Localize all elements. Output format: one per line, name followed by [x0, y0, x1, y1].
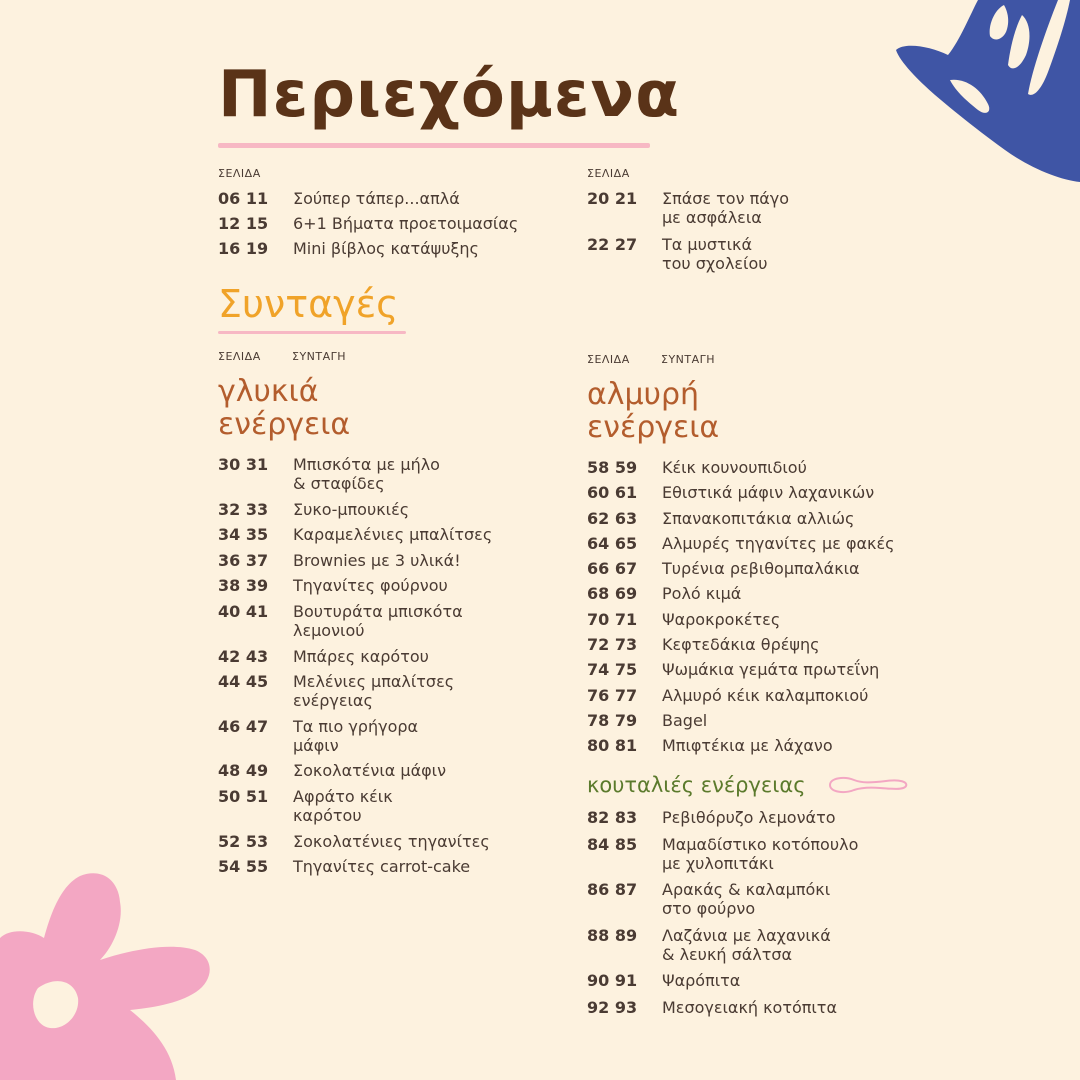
list-item[interactable] [218, 672, 548, 710]
recipe-title: Κέικ κουνουπιδιού [662, 458, 807, 477]
page-range: 52 53 [218, 831, 269, 851]
list-item[interactable] [587, 483, 917, 502]
savory-category: αλμυρή ενέργεια [587, 377, 720, 445]
spoon-doodle [826, 774, 910, 796]
list-item[interactable] [218, 455, 548, 493]
list-item[interactable] [218, 857, 548, 876]
page-range: 70 71 [587, 609, 638, 629]
recipe-title: Ψαροκροκέτες [662, 609, 781, 629]
page-range: 16 19 [218, 239, 269, 258]
recipe-title: Ρεβιθόρυζο λεμονάτο [662, 808, 836, 827]
page-range: 22 27 [587, 235, 638, 254]
list-item[interactable] [218, 214, 548, 233]
entry-title: Mini βίβλος κατάψυξης [293, 239, 479, 258]
list-item[interactable] [218, 500, 548, 519]
list-item[interactable] [587, 584, 917, 603]
recipes-heading: Συνταγές [218, 282, 399, 326]
page-range: 36 37 [218, 550, 269, 570]
recipe-title: Ρολό κιμά [662, 584, 742, 604]
list-item[interactable] [218, 832, 548, 851]
page-range: 42 43 [218, 646, 269, 666]
sweet-recipe-header: ΣΥΝΤΑΓΗ [292, 350, 347, 363]
recipe-title: Τα πιο γρήγορα μάφιν [293, 716, 419, 755]
page-range: 66 67 [587, 559, 638, 579]
list-item[interactable] [587, 635, 917, 654]
spoon-category: κουταλιές ενέργειας [587, 773, 806, 797]
recipe-title: Τυρένια ρεβιθομπαλάκια [662, 559, 860, 579]
recipe-title: Ψωμάκια γεμάτα πρωτεΐνη [662, 660, 880, 680]
intro-left-page-header: ΣΕΛΙΔΑ [218, 167, 261, 180]
sweet-page-header: ΣΕΛΙΔΑ [218, 350, 261, 363]
entry-title: Σούπερ τάπερ...απλά [293, 189, 460, 208]
page-range: 72 73 [587, 635, 638, 655]
list-item[interactable] [587, 998, 917, 1017]
page-range: 82 83 [587, 808, 638, 827]
page-range: 64 65 [587, 533, 638, 553]
list-item[interactable] [218, 647, 548, 666]
recipe-title: Bagel [662, 710, 708, 730]
list-item[interactable] [587, 189, 917, 227]
list-item[interactable] [587, 534, 917, 553]
list-item[interactable] [587, 458, 917, 477]
sweet-list [218, 455, 548, 883]
list-item[interactable] [218, 602, 548, 640]
recipe-title: Εθιστικά μάφιν λαχανικών [662, 483, 875, 503]
recipe-title: Καραμελένιες μπαλίτσες [293, 525, 493, 545]
page-range: 86 87 [587, 880, 638, 899]
entry-title: Τα μυστικά του σχολείου [662, 235, 768, 273]
savory-list [587, 458, 917, 762]
savory-page-header: ΣΕΛΙΔΑ [587, 353, 630, 366]
list-item[interactable] [218, 189, 548, 208]
intro-right-page-header: ΣΕΛΙΔΑ [587, 167, 630, 180]
page-range: 60 61 [587, 483, 638, 503]
page-range: 34 35 [218, 525, 269, 545]
page-range: 48 49 [218, 761, 269, 781]
page-range: 74 75 [587, 660, 638, 680]
entry-title: 6+1 Βήματα προετοιμασίας [293, 214, 519, 233]
recipe-title: Λαζάνια με λαχανικά & λευκή σάλτσα [662, 925, 831, 964]
page-range: 58 59 [587, 458, 638, 477]
list-item[interactable] [587, 808, 917, 827]
page-range: 84 85 [587, 834, 638, 854]
recipe-title: Συκο-μπουκιές [293, 499, 410, 519]
recipe-title: Αφράτο κέικ καρότου [293, 786, 393, 825]
page-range: 38 39 [218, 576, 269, 596]
recipe-title: Αλμυρές τηγανίτες με φακές [662, 533, 895, 553]
recipe-title: Μεσογειακή κοτόπιτα [662, 997, 837, 1017]
recipe-title: Brownies με 3 υλικά! [293, 550, 461, 570]
recipe-title: Ψαρόπιτα [662, 971, 741, 990]
list-item[interactable] [587, 926, 917, 964]
recipe-title: Μελένιες μπαλίτσες ενέργειας [293, 672, 455, 711]
recipe-title: Σοκολατένιες τηγανίτες [293, 831, 490, 851]
page-range: 30 31 [218, 455, 269, 474]
sweet-category: γλυκιά ενέργεια [218, 374, 351, 442]
list-item[interactable] [587, 971, 917, 990]
page-range: 76 77 [587, 685, 638, 705]
list-item[interactable] [587, 235, 917, 273]
entry-title: Σπάσε τον πάγο με ασφάλεια [662, 189, 790, 227]
recipe-title: Μπιφτέκια με λάχανο [662, 736, 833, 756]
spoon-list [587, 808, 917, 1024]
recipe-title: Αρακάς & καλαμπόκι στο φούρνο [662, 880, 831, 918]
intro-left-list [218, 189, 548, 264]
blue-crown-shape [890, 0, 1080, 185]
recipe-title: Τηγανίτες φούρνου [293, 576, 448, 596]
recipes-underline [218, 331, 406, 334]
title-underline [218, 143, 650, 148]
page-range: 32 33 [218, 499, 269, 519]
list-item[interactable] [218, 239, 548, 258]
list-item[interactable] [218, 525, 548, 544]
page-range: 62 63 [587, 508, 638, 528]
recipe-title: Βουτυράτα μπισκότα λεμονιού [293, 601, 463, 640]
page-range: 44 45 [218, 672, 269, 692]
list-item[interactable] [218, 551, 548, 570]
intro-right-list [587, 189, 917, 273]
savory-recipe-header: ΣΥΝΤΑΓΗ [661, 353, 716, 366]
list-item[interactable] [587, 736, 917, 755]
recipe-title: Αλμυρό κέικ καλαμποκιού [662, 685, 869, 705]
list-item[interactable] [587, 610, 917, 629]
page-range: 50 51 [218, 786, 269, 806]
page-range: 20 21 [587, 189, 638, 208]
recipe-title: Σοκολατένια μάφιν [293, 761, 447, 781]
page-range: 78 79 [587, 710, 638, 730]
page-range: 80 81 [587, 736, 638, 756]
list-item[interactable] [218, 761, 548, 780]
list-item[interactable] [587, 686, 917, 705]
recipe-title: Μπάρες καρότου [293, 646, 429, 666]
page-range: 90 91 [587, 971, 638, 990]
page-range: 54 55 [218, 857, 269, 877]
page-range: 06 11 [218, 189, 269, 208]
list-item[interactable] [218, 717, 548, 755]
page-range: 12 15 [218, 214, 269, 233]
recipe-title: Σπανακοπιτάκια αλλιώς [662, 508, 855, 528]
list-item[interactable] [587, 660, 917, 679]
list-item[interactable] [587, 509, 917, 528]
recipe-title: Μπισκότα με μήλο & σταφίδες [293, 455, 440, 493]
page-range: 40 41 [218, 601, 269, 621]
recipe-title: Κεφτεδάκια θρέψης [662, 635, 820, 655]
pink-flower-shape [0, 868, 215, 1080]
recipe-title: Μαμαδίστικο κοτόπουλο με χυλοπιτάκι [662, 834, 859, 873]
list-item[interactable] [218, 576, 548, 595]
list-item[interactable] [587, 880, 917, 918]
page-range: 68 69 [587, 584, 638, 604]
page-range: 92 93 [587, 997, 638, 1017]
page-range: 46 47 [218, 716, 269, 736]
list-item[interactable] [587, 559, 917, 578]
recipe-title: Τηγανίτες carrot-cake [293, 857, 471, 877]
page-title: Περιεχόμενα [218, 58, 681, 132]
page-range: 88 89 [587, 925, 638, 945]
list-item[interactable] [587, 711, 917, 730]
list-item[interactable] [587, 835, 917, 873]
list-item[interactable] [218, 787, 548, 825]
